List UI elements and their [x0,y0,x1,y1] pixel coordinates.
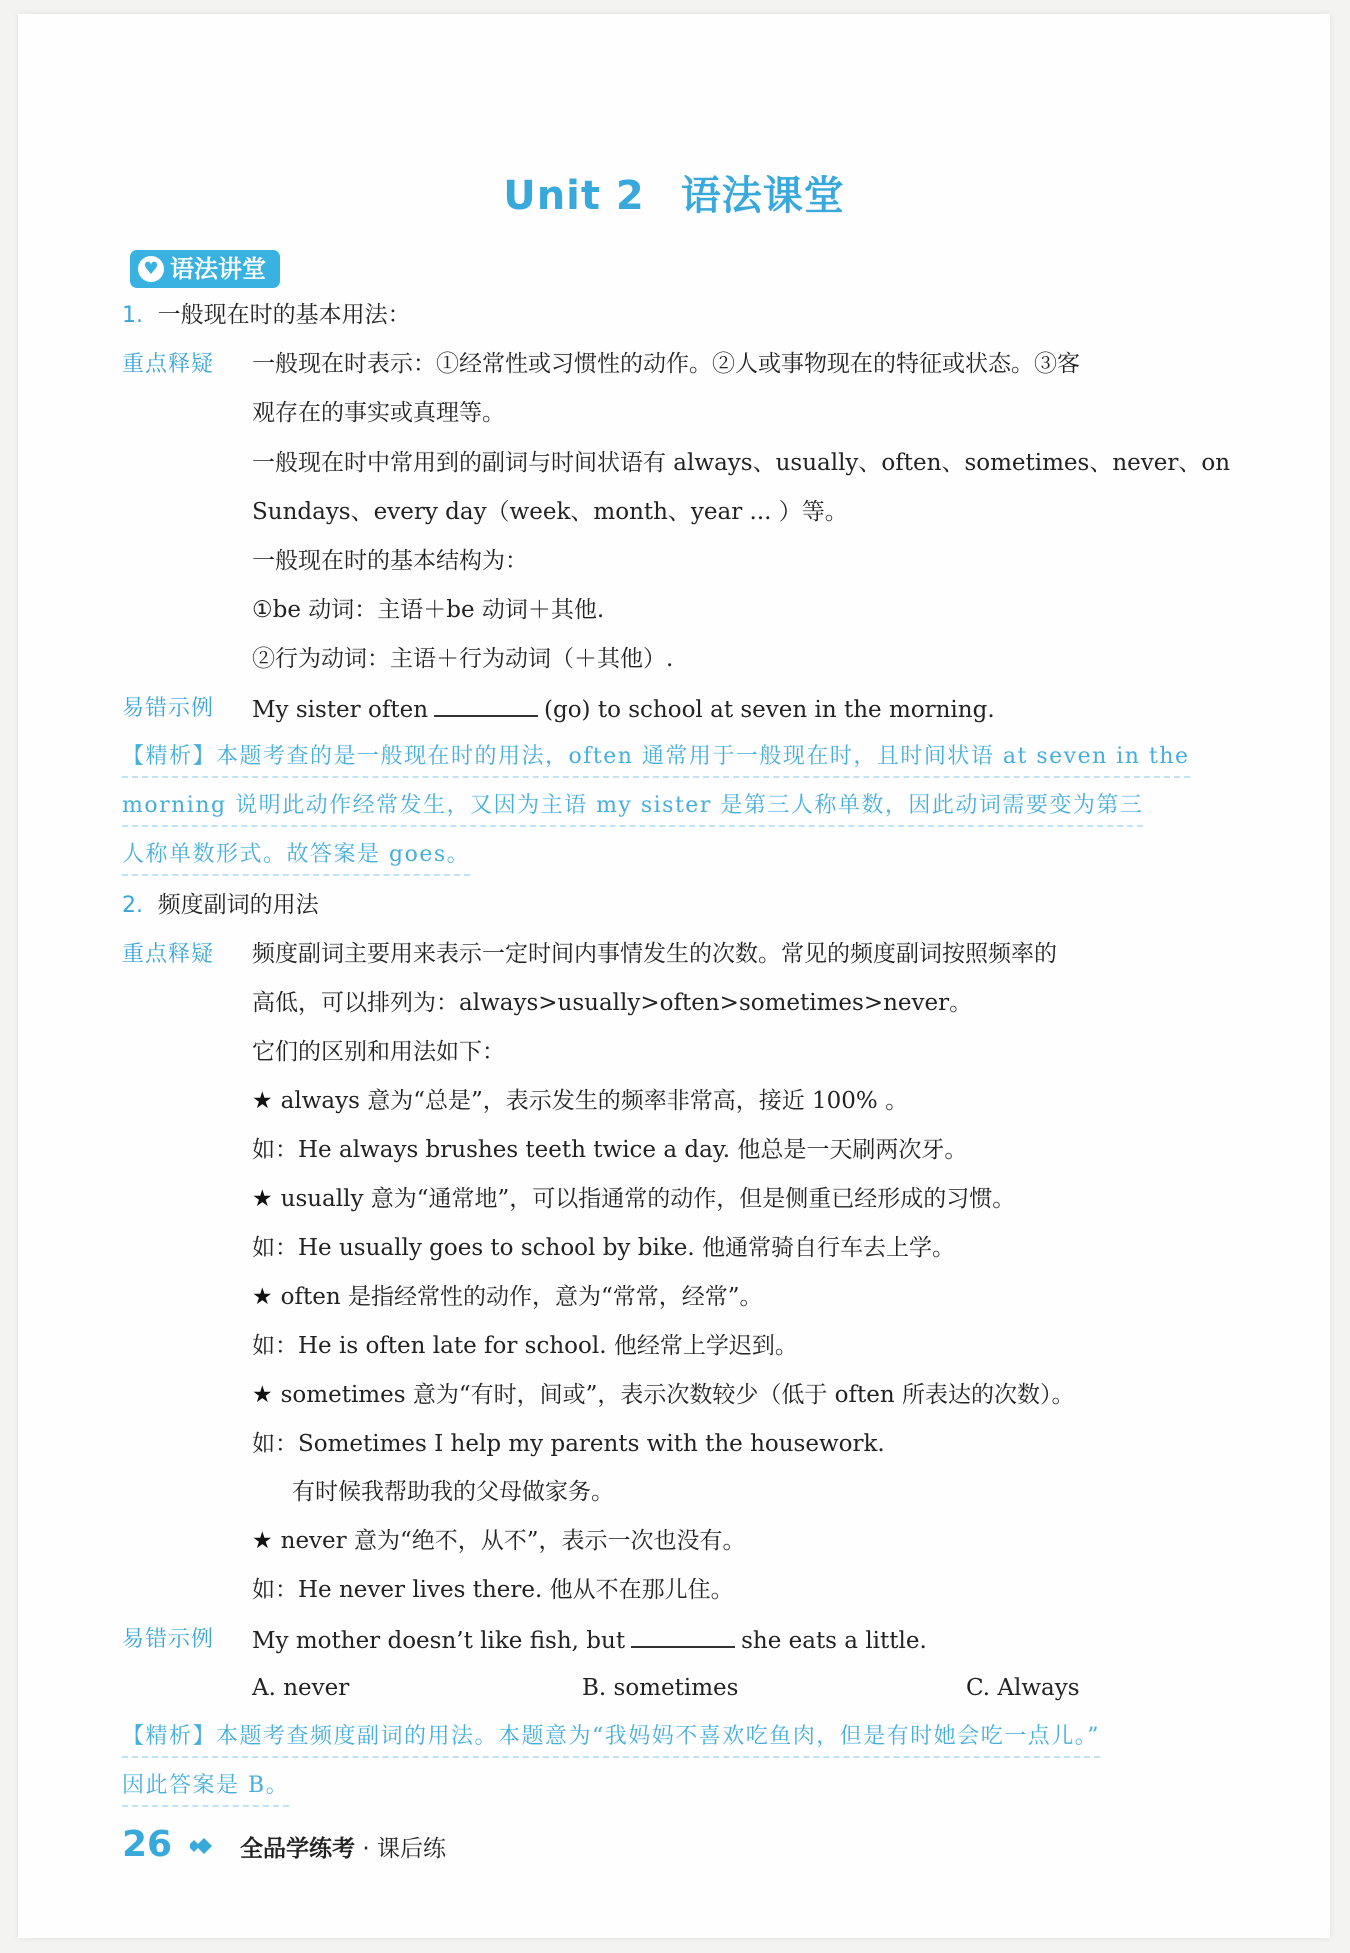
heart-chat-icon: ♥ [138,256,164,282]
point1-example: My sister often (go) to school at seven in the morning. [252,693,995,725]
never-item: ★ never 意为“绝不，从不”，表示一次也没有。 [252,1528,746,1554]
section-badge [130,250,280,288]
answer-blank [631,1624,735,1648]
point2-text2: 高低，可以排列为：always>usually>often>sometimes>never。 [252,990,973,1016]
page-title [18,164,1330,221]
option-a: A. never [252,1675,350,1701]
sometimes-example: 如：Sometimes I help my parents with the housework. [252,1431,885,1457]
star-icon: ★ [252,1088,273,1114]
footer-brand: 全品学练考 · 课后练 [240,1836,446,1862]
analysis-line: 人称单数形式。故答案是 goes。 [122,840,470,876]
error-example-label: 易错示例 [122,696,215,721]
sometimes-item: ★ sometimes 意为“有时，间或”，表示次数较少（低于 often 所表达的次数）。 [252,1382,1075,1408]
point1-text1: 一般现在时表示：①经常性或习惯性的动作。②人或事物现在的特征或状态。③客 [252,351,1080,377]
star-icon: ★ [252,1186,273,1212]
option-b: B. sometimes [582,1675,739,1701]
answer-blank [434,693,538,717]
analysis-line: 【精析】本题考查频度副词的用法。本题意为“我妈妈不喜欢吃鱼肉，但是有时她会吃一点儿。” [122,1722,1100,1758]
point1-text3: 一般现在时中常用到的副词与时间状语有 always、usually、often、sometimes、never、on [252,450,1231,476]
star-icon: ★ [252,1382,273,1408]
point1-text5: 一般现在时的基本结构为： [252,548,528,574]
analysis-line: 因此答案是 B。 [122,1771,289,1807]
never-example: 如：He never lives there. 他从不在那儿住。 [252,1577,734,1603]
always-item: ★ always 意为“总是”，表示发生的频率非常高，接近 100% 。 [252,1088,909,1114]
unit-label: Unit 2 [503,173,645,219]
key-explain-label: 重点释疑 [122,352,215,377]
point2-text1: 频度副词主要用来表示一定时间内事情发生的次数。常见的频度副词按照频率的 [252,941,1057,967]
point2-example: My mother doesn’t like fish, but she eats a little. [252,1624,927,1656]
star-icon: ★ [252,1284,273,1310]
section-badge-label: 语法讲堂 [170,255,266,283]
point2-heading: 2. 频度副词的用法 [122,892,319,918]
key-explain-label: 重点释疑 [122,942,215,967]
usually-item: ★ usually 意为“通常地”，可以指通常的动作，但是侧重已经形成的习惯。 [252,1186,1016,1212]
always-example: 如：He always brushes teeth twice a day. 他总是一天刷两次牙。 [252,1137,968,1163]
topic-label: 语法课堂 [680,173,845,219]
error-example-label: 易错示例 [122,1627,215,1652]
point1-heading: 1. 一般现在时的基本用法： [122,302,411,328]
point2-text3: 它们的区别和用法如下： [252,1039,505,1065]
option-c: C. Always [966,1675,1080,1701]
analysis-line: 【精析】本题考查的是一般现在时的用法，often 通常用于一般现在时，且时间状语 at seven in the [122,742,1190,778]
point1-text4: Sundays、every day（week、month、year ... ）等。 [252,499,848,525]
diamond-arrow-icon [190,1832,218,1860]
point1-text7: ②行为动词：主语＋行为动词（＋其他）. [252,646,674,672]
point1-text6: ①be 动词：主语＋be 动词＋其他. [252,597,605,623]
analysis-line: morning 说明此动作经常发生，又因为主语 my sister 是第三人称单数，因此动词需要变为第三 [122,791,1143,827]
page [18,14,1330,1938]
usually-example: 如：He usually goes to school by bike. 他通常骑自行车去上学。 [252,1235,955,1261]
point1-text2: 观存在的事实或真理等。 [252,400,505,426]
often-item: ★ often 是指经常性的动作，意为“常常，经常”。 [252,1284,763,1310]
star-icon: ★ [252,1528,273,1554]
sometimes-example-translation: 有时候我帮助我的父母做家务。 [292,1479,614,1505]
page-number: 26 [122,1824,173,1865]
often-example: 如：He is often late for school. 他经常上学迟到。 [252,1333,798,1359]
